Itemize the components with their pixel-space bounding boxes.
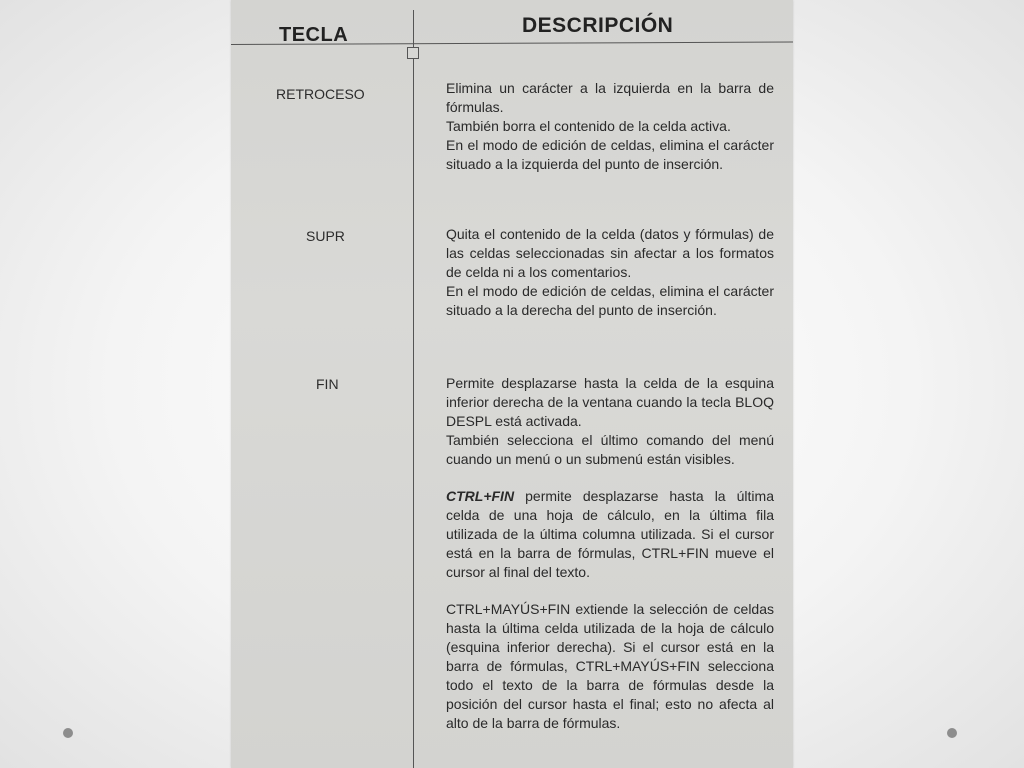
description-fin [446, 374, 774, 733]
description-retroceso [446, 79, 774, 174]
description-paragraph: Permite desplazarse hasta la celda de la esquina inferior derecha de la ventana cuando la tecla BLOQ DESPL está activada. [446, 375, 774, 429]
description-paragraph: En el modo de edición de celdas, elimina el carácter situado a la izquierda del punto de inserción. [446, 137, 774, 172]
key-fin: FIN [316, 376, 339, 392]
document-page [231, 0, 793, 768]
key-supr: SUPR [306, 228, 345, 244]
key-retroceso: RETROCESO [276, 86, 365, 102]
ctrl-fin-paragraph [446, 487, 774, 582]
ctrl-fin-keyword: CTRL+FIN [446, 488, 515, 504]
column-divider [413, 10, 414, 768]
slide-dot-right [947, 728, 957, 738]
description-paragraph: Elimina un carácter a la izquierda en la barra de fórmulas. [446, 80, 774, 115]
description-paragraph: Quita el contenido de la celda (datos y fórmulas) de las celdas seleccionadas sin afectar a los formatos de celda ni a los comentarios. [446, 226, 774, 280]
description-paragraph: En el modo de edición de celdas, elimina el carácter situado a la derecha del punto de inserción. [446, 283, 774, 318]
table-corner-marker [407, 47, 419, 59]
column-header-tecla: TECLA [279, 24, 349, 46]
description-paragraph: También selecciona el último comando del menú cuando un menú o un submenú están visibles. [446, 432, 774, 467]
ctrl-mayus-fin-paragraph: CTRL+MAYÚS+FIN extiende la selección de celdas hasta la última celda utilizada de la hoja de cálculo (esquina inferior derecha). Si el cursor está en la barra de fórmulas, CTRL+MAYÚS+FIN selecciona todo el texto de la barra de fórmulas desde la posición del cursor hasta el final; esto no afecta al alto de la barra de fórmulas. [446, 601, 774, 731]
description-supr [446, 225, 774, 320]
ctrl-fin-text: permite desplazarse hasta la última celda de una hoja de cálculo, en la última fila utilizada de la última columna utilizada. Si el cursor está en la barra de fórmulas, CTRL+FIN mueve el cursor al final del texto. [446, 488, 774, 580]
slide-dot-left [63, 728, 73, 738]
description-paragraph: También borra el contenido de la celda activa. [446, 118, 731, 134]
column-header-descripcion: DESCRIPCIÓN [522, 14, 674, 37]
